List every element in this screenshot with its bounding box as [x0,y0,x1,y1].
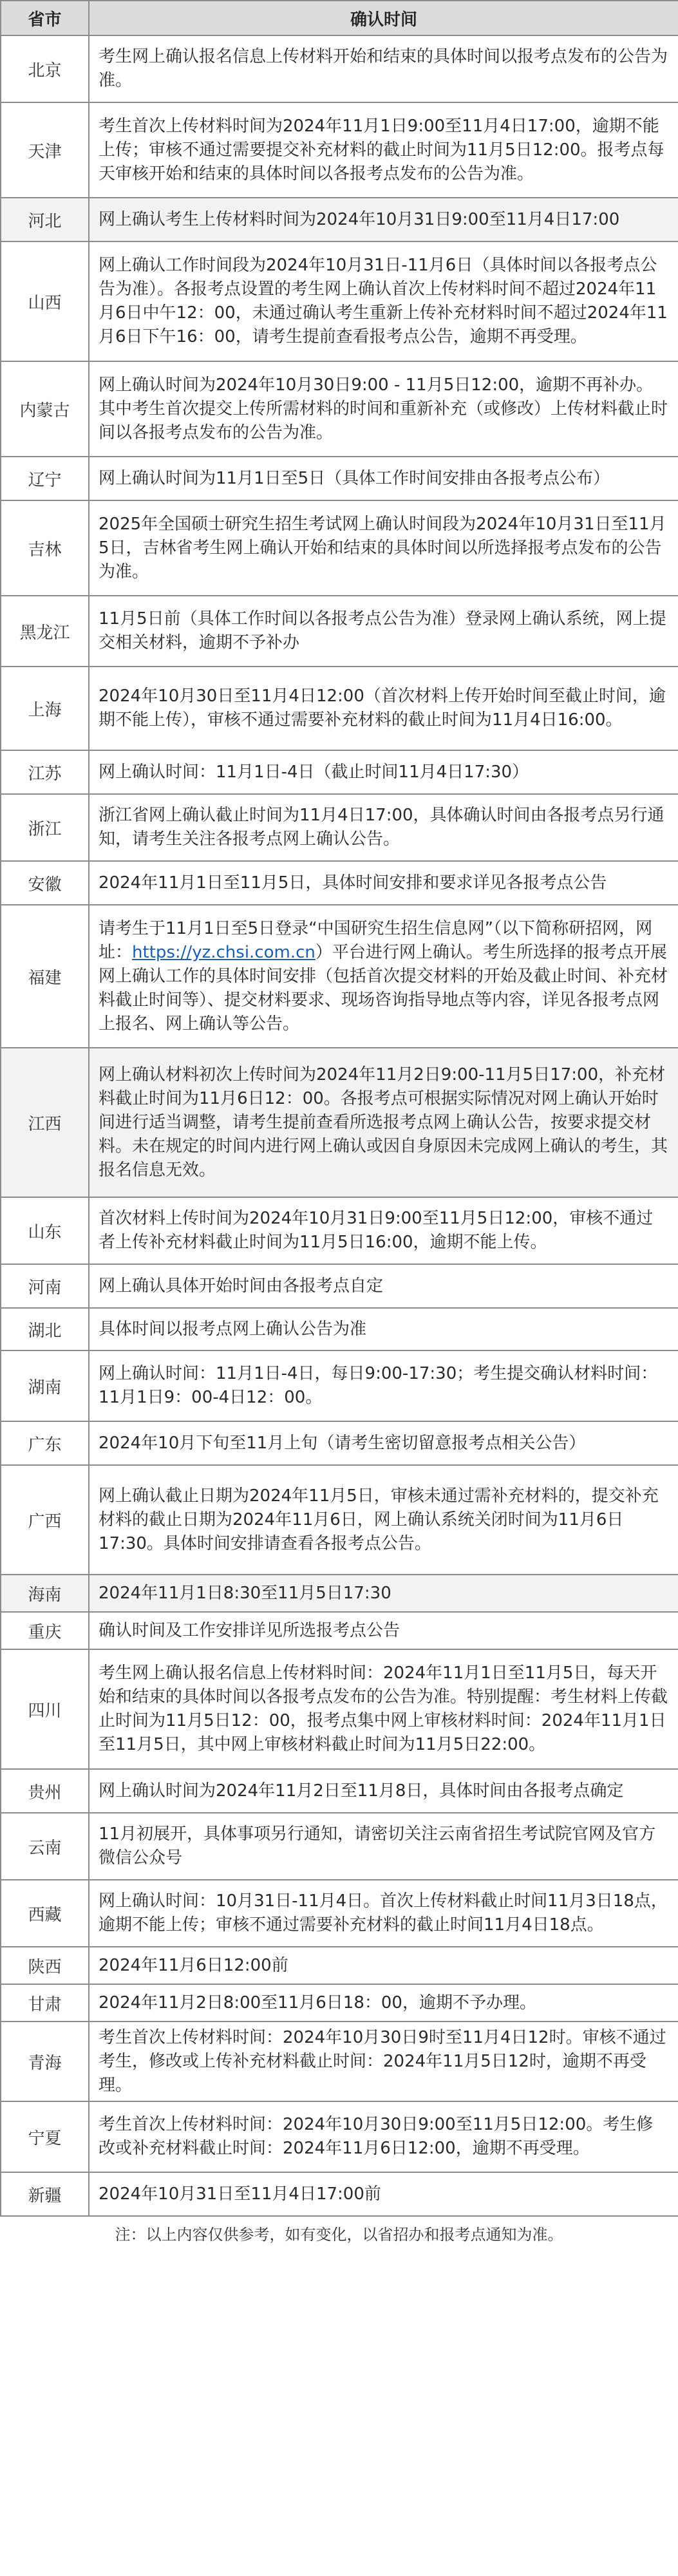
province-cell: 陕西 [1,1947,89,1984]
table-row [1,242,678,361]
table-row [1,1308,678,1350]
table-row [1,361,678,457]
province-cell: 山西 [1,242,89,361]
table-row [1,1769,678,1813]
province-cell: 安徽 [1,861,89,905]
table-row [1,457,678,500]
confirm-time-cell: 2024年10月31日至11月4日17:00前 [89,2172,678,2216]
confirm-time-cell: 网上确认时间：11月1日-4日（截止时间11月4日17:30） [89,750,678,794]
confirm-time-cell: 2024年11月1日至11月5日，具体时间安排和要求详见各报考点公告 [89,861,678,905]
table-row [1,1612,678,1649]
province-cell: 宁夏 [1,2101,89,2172]
province-cell: 上海 [1,667,89,750]
header-province: 省市 [1,1,89,35]
confirm-time-cell: 2024年11月1日8:30至11月5日17:30 [89,1575,678,1612]
table-row [1,596,678,667]
header-confirm-time: 确认时间 [89,1,678,35]
confirm-time-cell: 2024年11月2日8:00至11月6日18：00，逾期不予办理。 [89,1984,678,2022]
confirm-time-cell: 考生网上确认报名信息上传材料开始和结束的具体时间以报考点发布的公告为准。 [89,35,678,102]
table-row [1,198,678,242]
province-cell: 青海 [1,2022,89,2101]
confirm-time-cell: 网上确认具体开始时间由各报考点自定 [89,1264,678,1308]
footnote: 注：以上内容仅供参考，如有变化，以省招办和报考点通知为准。 [115,2226,563,2244]
table-row [1,905,678,1048]
table-row [1,861,678,905]
province-cell: 广东 [1,1421,89,1465]
province-cell: 江西 [1,1048,89,1197]
confirm-time-cell: 考生首次上传材料时间：2024年10月30日9:00至11月5日12:00。考生修改或补充材料截止时间：2024年11月6日12:00，逾期不再受理。 [89,2101,678,2172]
confirm-time-cell: 2024年11月6日12:00前 [89,1947,678,1984]
province-cell: 新疆 [1,2172,89,2216]
table-row [1,1880,678,1947]
yz-chsi-link[interactable]: https://yz.chsi.com.cn [132,942,315,962]
table-row [1,750,678,794]
province-cell: 广西 [1,1465,89,1575]
province-cell: 天津 [1,102,89,198]
province-cell: 山东 [1,1197,89,1264]
table-body [1,35,678,2216]
confirm-time-cell: 网上确认时间为2024年10月30日9:00 - 11月5日12:00，逾期不再补办。其中考生首次提交上传所需材料的时间和重新补充（或修改）上传材料截止时间以各报考点发布的公告为准。 [89,361,678,457]
table-row [1,794,678,861]
province-cell: 西藏 [1,1880,89,1947]
confirm-time-cell: 考生首次上传材料时间为2024年11月1日9:00至11月4日17:00，逾期不能上传；审核不通过需要提交补充材料的截止时间为11月5日12:00。报考点每天审核开始和结束的具体时间以各报考点发布的公告为准。 [89,102,678,198]
confirm-time-cell: 首次材料上传时间为2024年10月31日9:00至11月5日12:00，审核不通过者上传补充材料截止时间为11月5日16:00，逾期不能上传。 [89,1197,678,1264]
province-cell: 福建 [1,905,89,1048]
table-row [1,1813,678,1880]
table-row [1,1575,678,1612]
province-cell: 浙江 [1,794,89,861]
province-cell: 四川 [1,1649,89,1769]
table-row [1,2022,678,2101]
confirm-time-cell: 网上确认时间为2024年11月2日至11月8日，具体时间由各报考点确定 [89,1769,678,1813]
table-row [1,1984,678,2022]
province-cell: 湖南 [1,1350,89,1421]
confirm-time-cell: 网上确认工作时间段为2024年10月31日-11月6日（具体时间以各报考点公告为准）。各报考点设置的考生网上确认首次上传材料时间不超过2024年11月6日中午12：00，未通过确认考生重新上传补充材料时间不超过2024年11月6日下午16：00，请考生提前查看报考点公告，逾期不再受理。 [89,242,678,361]
table-row [1,35,678,102]
confirm-time-cell: 2024年10月下旬至11月上旬（请考生密切留意报考点相关公告） [89,1421,678,1465]
province-cell: 贵州 [1,1769,89,1813]
province-cell: 黑龙江 [1,596,89,667]
province-cell: 重庆 [1,1612,89,1649]
confirm-time-cell: 具体时间以报考点网上确认公告为准 [89,1308,678,1350]
confirm-time-cell [89,905,678,1048]
confirm-time-cell: 2025年全国硕士研究生招生考试网上确认时间段为2024年10月31日至11月5日，吉林省考生网上确认开始和结束的具体时间以所选择报考点发布的公告为准。 [89,500,678,596]
table-header-row [1,1,678,35]
province-cell: 辽宁 [1,457,89,500]
confirm-time-text: 请考生于11月1日至5日登录“中国研究生招生信息网”（以下简称研招网，网址： [99,918,653,962]
table-row [1,1264,678,1308]
confirm-time-cell: 考生网上确认报名信息上传材料时间：2024年11月1日至11月5日，每天开始和结束的具体时间以各报考点发布的公告为准。特别提醒：考生材料上传截止时间为11月5日12：00，报考点集中网上审核材料时间：2024年11月1日至11月5日，其中网上审核材料截止时间为11月5日22:00。 [89,1649,678,1769]
confirm-time-cell: 11月5日前（具体工作时间以各报考点公告为准）登录网上确认系统，网上提交相关材料，逾期不予补办 [89,596,678,667]
province-cell: 内蒙古 [1,361,89,457]
table-row [1,1421,678,1465]
table-row [1,1649,678,1769]
province-cell: 江苏 [1,750,89,794]
confirm-time-cell: 2024年10月30日至11月4日12:00（首次材料上传开始时间至截止时间，逾期不能上传），审核不通过需要补充材料的截止时间为11月4日16:00。 [89,667,678,750]
confirm-time-cell: 网上确认时间：10月31日-11月4日。首次上传材料截止时间11月3日18点，逾期不能上传；审核不通过需要补充材料的截止时间11月4日18点。 [89,1880,678,1947]
confirm-time-cell: 网上确认截止日期为2024年11月5日，审核未通过需补充材料的，提交补充材料的截止日期为2024年11月6日，网上确认系统关闭时间为11月6日17:30。具体时间安排请查看各报考点公告。 [89,1465,678,1575]
confirm-time-cell: 考生首次上传材料时间：2024年10月30日9时至11月4日12时。审核不通过考生，修改或上传补充材料截止时间：2024年11月5日12时，逾期不再受理。 [89,2022,678,2101]
province-cell: 海南 [1,1575,89,1612]
confirm-time-cell: 网上确认时间：11月1日-4日，每日9:00-17:30；考生提交确认材料时间：11月1日9：00-4日12：00。 [89,1350,678,1421]
province-cell: 河北 [1,198,89,242]
confirm-time-cell: 浙江省网上确认截止时间为11月4日17:00，具体确认时间由各报考点另行通知，请考生关注各报考点网上确认公告。 [89,794,678,861]
confirm-time-text-cont: ）平台进行网上确认。考生所选择的报考点开展网上确认工作的具体时间安排（包括首次提交材料的开始及截止时间、补充材料截止时间等）、提交材料要求、现场咨询指导地点等内容，详见各报考点网上报名、网上确认等公告。 [99,942,668,1034]
province-cell: 河南 [1,1264,89,1308]
province-cell: 甘肃 [1,1984,89,2022]
table-row [1,667,678,750]
table-row [1,1465,678,1575]
table-row [1,102,678,198]
province-cell: 北京 [1,35,89,102]
confirm-time-cell: 确认时间及工作安排详见所选报考点公告 [89,1612,678,1649]
province-cell: 湖北 [1,1308,89,1350]
table-row [1,1048,678,1197]
confirm-time-cell: 11月初展开，具体事项另行通知，请密切关注云南省招生考试院官网及官方微信公众号 [89,1813,678,1880]
table-row [1,1197,678,1264]
table-row [1,1947,678,1984]
table-row [1,500,678,596]
province-cell: 云南 [1,1813,89,1880]
confirm-time-cell: 网上确认考生上传材料时间为2024年10月31日9:00至11月4日17:00 [89,198,678,242]
table-row [1,2172,678,2216]
province-cell: 吉林 [1,500,89,596]
confirm-time-cell: 网上确认时间为11月1日至5日（具体工作时间安排由各报考点公布） [89,457,678,500]
table-row [1,2101,678,2172]
table-row [1,1350,678,1421]
confirm-time-cell: 网上确认材料初次上传时间为2024年11月2日9:00-11月5日17:00，补充材料截止时间为11月6日12：00。各报考点可根据实际情况对网上确认开始时间进行适当调整，请考生提前查看所选报考点网上确认公告，按要求提交材料。未在规定的时间内进行网上确认或因自身原因未完成网上确认的考生，其报名信息无效。 [89,1048,678,1197]
